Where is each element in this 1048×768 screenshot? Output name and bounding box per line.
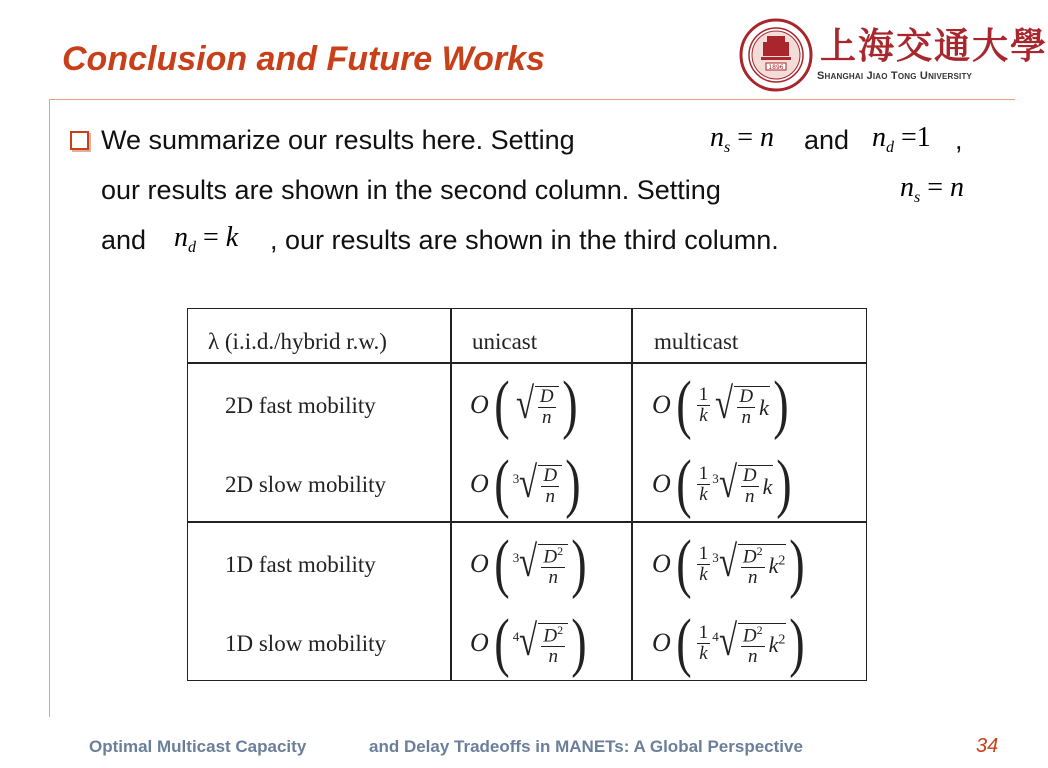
table-col-divider-1 bbox=[450, 309, 452, 680]
paragraph-line3-b: , our results are shown in the third column. bbox=[270, 225, 779, 255]
seal-year: 1896 bbox=[768, 64, 784, 71]
page-number: 34 bbox=[976, 735, 999, 757]
table-row-label: 1D fast mobility bbox=[225, 552, 376, 577]
formula-unicast-1d-fast: O ( 3 √ $\frac{D^2}{n}$ ) bbox=[470, 527, 587, 600]
math-nd-eq-k: $n_d = k$ bbox=[174, 222, 239, 256]
paragraph-line2: our results are shown in the second column. Setting bbox=[101, 175, 721, 205]
table-group-divider bbox=[188, 521, 866, 523]
table-row-label: 2D slow mobility bbox=[225, 472, 387, 497]
formula-multicast-1d-fast: O ( $\frac{1}{k}$ 3 √ $\frac{D^2}{n}$ $k^2$ ) bbox=[652, 527, 806, 600]
table-header-multicast: multicast bbox=[654, 329, 739, 354]
table-col-divider-2 bbox=[631, 309, 633, 680]
university-seal-icon bbox=[739, 18, 813, 92]
table-header-divider bbox=[188, 362, 866, 364]
footer-title-left: Optimal Multicast Capacity bbox=[89, 737, 307, 756]
logo-english-name: Shanghai Jiao Tong University bbox=[817, 70, 973, 82]
formula-multicast-1d-slow: O ( $\frac{1}{k}$ 4 √ $\frac{D^2}{n}$ $k^2$ ) bbox=[652, 606, 806, 679]
formula-unicast-2d-slow: O ( 3 √ $\frac{D}{n}$ ) bbox=[470, 447, 581, 520]
results-table bbox=[187, 308, 867, 681]
math-nd-eq-1: $n_d =1$ bbox=[872, 122, 931, 156]
footer-title-right: and Delay Tradeoffs in MANETs: A Global Perspective bbox=[369, 737, 803, 756]
formula-unicast-2d-fast: O ( √ $\frac{D}{n}$ ) bbox=[470, 368, 578, 441]
logo-chinese-name: 上海交通大學 bbox=[820, 25, 1048, 67]
header-divider bbox=[49, 99, 1015, 100]
formula-multicast-2d-fast: O ( $\frac{1}{k}$ √ $\frac{D}{n}$ k ) bbox=[652, 368, 789, 441]
math-ns-eq-n: $n_s = n$ bbox=[710, 122, 775, 156]
paragraph-line1-b: and bbox=[804, 125, 850, 155]
paragraph-line1-c: , bbox=[955, 125, 963, 155]
paragraph-line1-a: We summarize our results here. Setting bbox=[101, 125, 575, 155]
left-divider bbox=[49, 99, 50, 717]
slide-title: Conclusion and Future Works bbox=[62, 40, 545, 78]
formula-multicast-2d-slow: O ( $\frac{1}{k}$ 3 √ $\frac{D}{n}$ k ) bbox=[652, 447, 793, 520]
paragraph-line3-a: and bbox=[101, 225, 147, 255]
bullet-checkbox-icon bbox=[70, 131, 89, 150]
formula-unicast-1d-slow: O ( 4 √ $\frac{D^2}{n}$ ) bbox=[470, 606, 587, 679]
table-row-label: 2D fast mobility bbox=[225, 393, 376, 418]
table-header-lambda: λ (i.i.d./hybrid r.w.) bbox=[208, 329, 387, 354]
table-header-unicast: unicast bbox=[472, 329, 538, 354]
table-row-label: 1D slow mobility bbox=[225, 631, 387, 656]
math-ns-eq-n-2: $n_s = n$ bbox=[900, 172, 965, 206]
university-logo bbox=[737, 14, 1048, 96]
